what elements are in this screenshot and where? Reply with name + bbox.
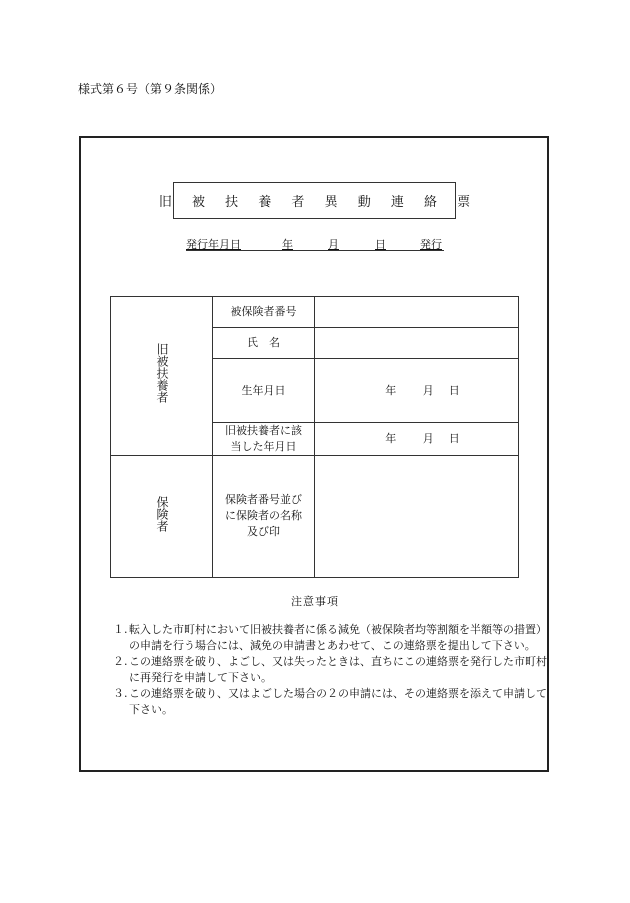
note-number: １. bbox=[113, 623, 128, 636]
note-text: この連絡票を破り、又はよごした場合の２の申請には、その連絡票を添えて申請して下さい。 bbox=[129, 687, 547, 716]
issue-date-label: 発行年月日 bbox=[186, 238, 241, 251]
section-insurer-label: 保険者 bbox=[155, 495, 170, 532]
birth-year-unit: 年 bbox=[385, 383, 397, 397]
form-title: 旧 被 扶 養 者 異 動 連 絡 票 bbox=[158, 195, 479, 210]
dependent-day-unit: 日 bbox=[448, 431, 460, 445]
section-insurer bbox=[111, 455, 213, 577]
note-item bbox=[113, 686, 547, 718]
issue-year-unit: 年 bbox=[282, 238, 293, 251]
note-number: ３. bbox=[113, 687, 128, 700]
form-number: 様式第６号（第９条関係） bbox=[78, 82, 223, 96]
title-box bbox=[158, 182, 479, 219]
issue-underline bbox=[186, 250, 444, 251]
dependent-month-unit: 月 bbox=[422, 431, 434, 445]
insured-number-field[interactable] bbox=[315, 297, 519, 328]
note-number: ２. bbox=[113, 655, 128, 668]
issue-month-unit: 月 bbox=[328, 238, 339, 251]
birth-date-label: 生年月日 bbox=[212, 359, 315, 423]
note-item bbox=[113, 622, 547, 654]
birth-day-unit: 日 bbox=[448, 383, 460, 397]
insurer-info-label: 保険者番号並びに保険者の名称及び印 bbox=[212, 455, 315, 577]
section-former-dependent-label: 旧被扶養者 bbox=[155, 343, 170, 404]
name-field[interactable] bbox=[315, 328, 519, 359]
note-item bbox=[113, 654, 547, 686]
insurer-info-field[interactable] bbox=[315, 455, 519, 577]
insured-number-label: 被保険者番号 bbox=[212, 297, 315, 328]
dependent-year-unit: 年 bbox=[385, 431, 397, 445]
notes-list bbox=[113, 622, 547, 718]
birth-date-field[interactable] bbox=[315, 359, 519, 423]
info-table bbox=[110, 296, 519, 578]
dependent-date-label: 旧被扶養者に該当した年月日 bbox=[212, 423, 315, 456]
issue-day-unit: 日 bbox=[375, 238, 386, 251]
issue-suffix: 発行 bbox=[420, 238, 442, 251]
note-text: この連絡票を破り、よごし、又は失ったときは、直ちにこの連絡票を発行した市町村に再発行を申請して下さい。 bbox=[129, 655, 547, 684]
section-former-dependent bbox=[111, 297, 213, 456]
note-text: 転入した市町村において旧被扶養者に係る減免（被保険者均等割額を半額等の措置）の申請を行う場合には、減免の申請書とあわせて、この連絡票を提出して下さい。 bbox=[129, 623, 547, 652]
birth-month-unit: 月 bbox=[422, 383, 434, 397]
name-label: 氏 名 bbox=[212, 328, 315, 359]
dependent-date-field[interactable] bbox=[315, 423, 519, 456]
notes-heading: 注意事項 bbox=[291, 595, 339, 608]
